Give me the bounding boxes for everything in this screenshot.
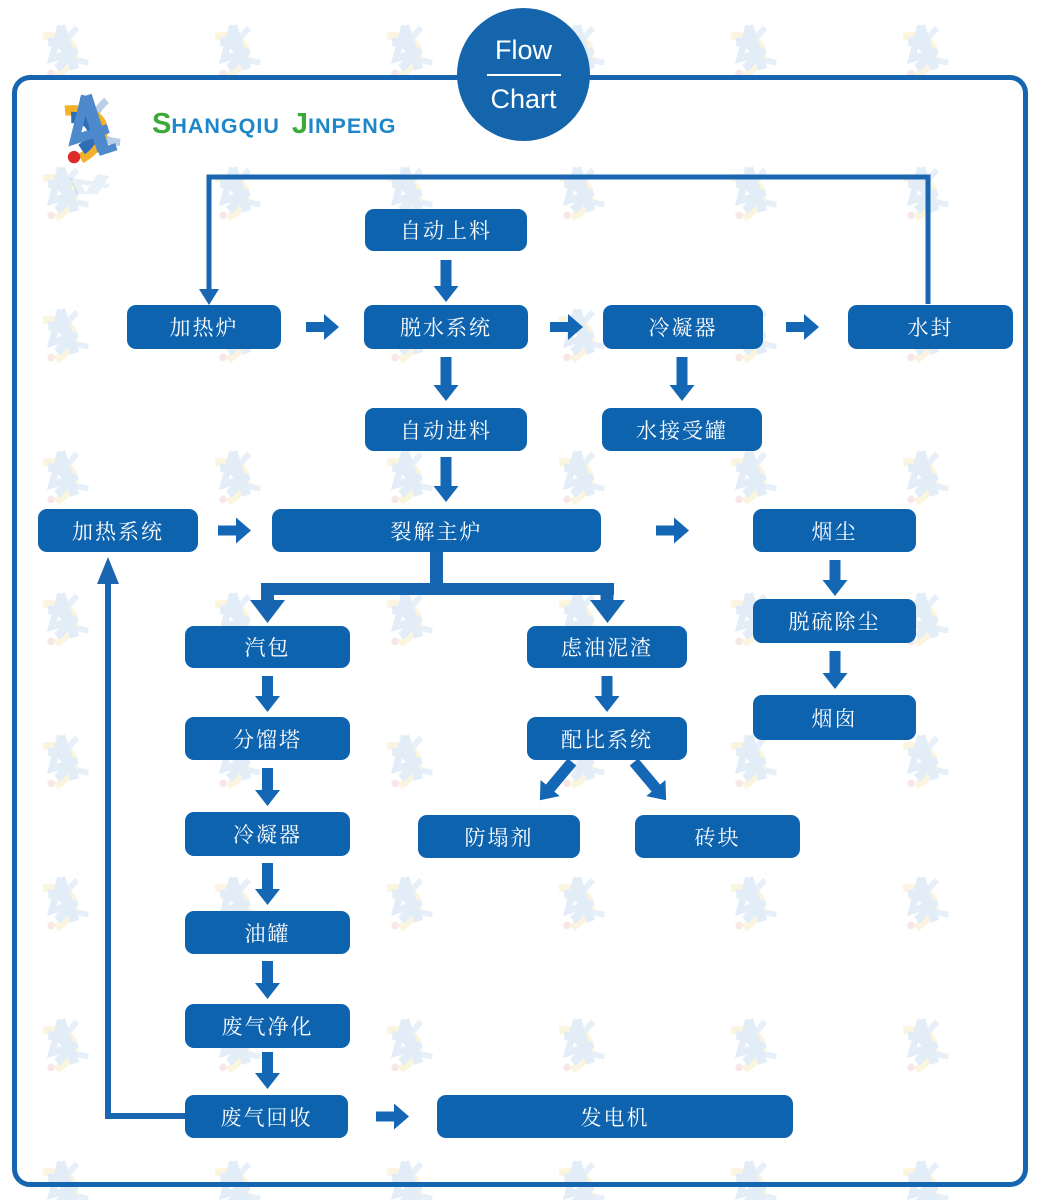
arrow-right-icon: [786, 314, 819, 340]
node-water-receiving-tank: 水接受罐: [602, 408, 762, 451]
node-oil-sludge-residue: 虑油泥渣: [527, 626, 687, 668]
node-anti-collapse-agent: 防塌剂: [418, 815, 580, 858]
arrow-right-icon: [656, 518, 689, 544]
node-fractionating-tower: 分馏塔: [185, 717, 350, 760]
node-heating-furnace: 加热炉: [127, 305, 281, 349]
brand-word-shangqiu: SHANGQIU: [152, 108, 280, 140]
arrow-down-icon: [670, 357, 695, 401]
top-feedback-line: [209, 177, 928, 304]
node-water-seal: 水封: [848, 305, 1013, 349]
node-chimney: 烟囱: [753, 695, 916, 740]
node-bricks: 砖块: [635, 815, 800, 858]
split-stub: [430, 552, 443, 585]
arrow-down-icon: [590, 600, 625, 623]
flow-chart-badge: [457, 8, 590, 141]
node-condenser-top: 冷凝器: [603, 305, 763, 349]
arrow-down-icon: [434, 357, 459, 401]
node-smoke-dust: 烟尘: [753, 509, 916, 552]
arrow-down-icon: [823, 560, 848, 596]
arrow-down-left-icon: [530, 754, 581, 808]
company-logo: [28, 82, 148, 194]
brand-word-jinpeng: JINPENG: [291, 108, 397, 140]
arrow-down-icon: [255, 676, 280, 712]
node-oil-tank: 油罐: [185, 911, 350, 954]
arrow-right-icon: [550, 314, 583, 340]
arrow-down-icon: [250, 600, 285, 623]
arrow-right-icon: [306, 314, 339, 340]
node-waste-gas-purification: 废气净化: [185, 1004, 350, 1048]
node-condenser-mid: 冷凝器: [185, 812, 350, 856]
arrow-down-icon: [255, 863, 280, 905]
arrow-down-icon: [255, 768, 280, 806]
node-pyrolysis-main-furnace: 裂解主炉: [272, 509, 601, 552]
badge-divider-icon: [487, 74, 561, 76]
node-dewatering-system: 脱水系统: [364, 305, 528, 349]
left-feedback-line: [108, 582, 186, 1116]
node-waste-gas-recovery: 废气回收: [185, 1095, 348, 1138]
arrow-down-icon: [595, 676, 620, 712]
node-auto-loading: 自动上料: [365, 209, 527, 251]
badge-line2: Chart: [490, 83, 557, 114]
node-desulfurization-dedusting: 脱硫除尘: [753, 599, 916, 643]
arrow-down-icon: [199, 289, 219, 305]
arrow-right-icon: [218, 518, 251, 544]
node-generator: 发电机: [437, 1095, 793, 1138]
node-proportioning-system: 配比系统: [527, 717, 687, 760]
arrow-down-right-icon: [624, 754, 675, 808]
badge-line1: Flow: [494, 34, 552, 65]
arrow-down-icon: [255, 961, 280, 999]
node-steam-drum: 汽包: [185, 626, 350, 668]
arrow-down-icon: [434, 457, 459, 502]
brand-wordmark: [152, 108, 408, 141]
arrow-up-icon: [97, 557, 119, 584]
arrow-down-icon: [823, 651, 848, 689]
split-bar: [261, 583, 614, 595]
node-auto-feeding: 自动进料: [365, 408, 527, 451]
node-heating-system: 加热系统: [38, 509, 198, 552]
arrow-right-icon: [376, 1104, 409, 1130]
arrow-down-icon: [434, 260, 459, 302]
arrow-down-icon: [255, 1052, 280, 1089]
